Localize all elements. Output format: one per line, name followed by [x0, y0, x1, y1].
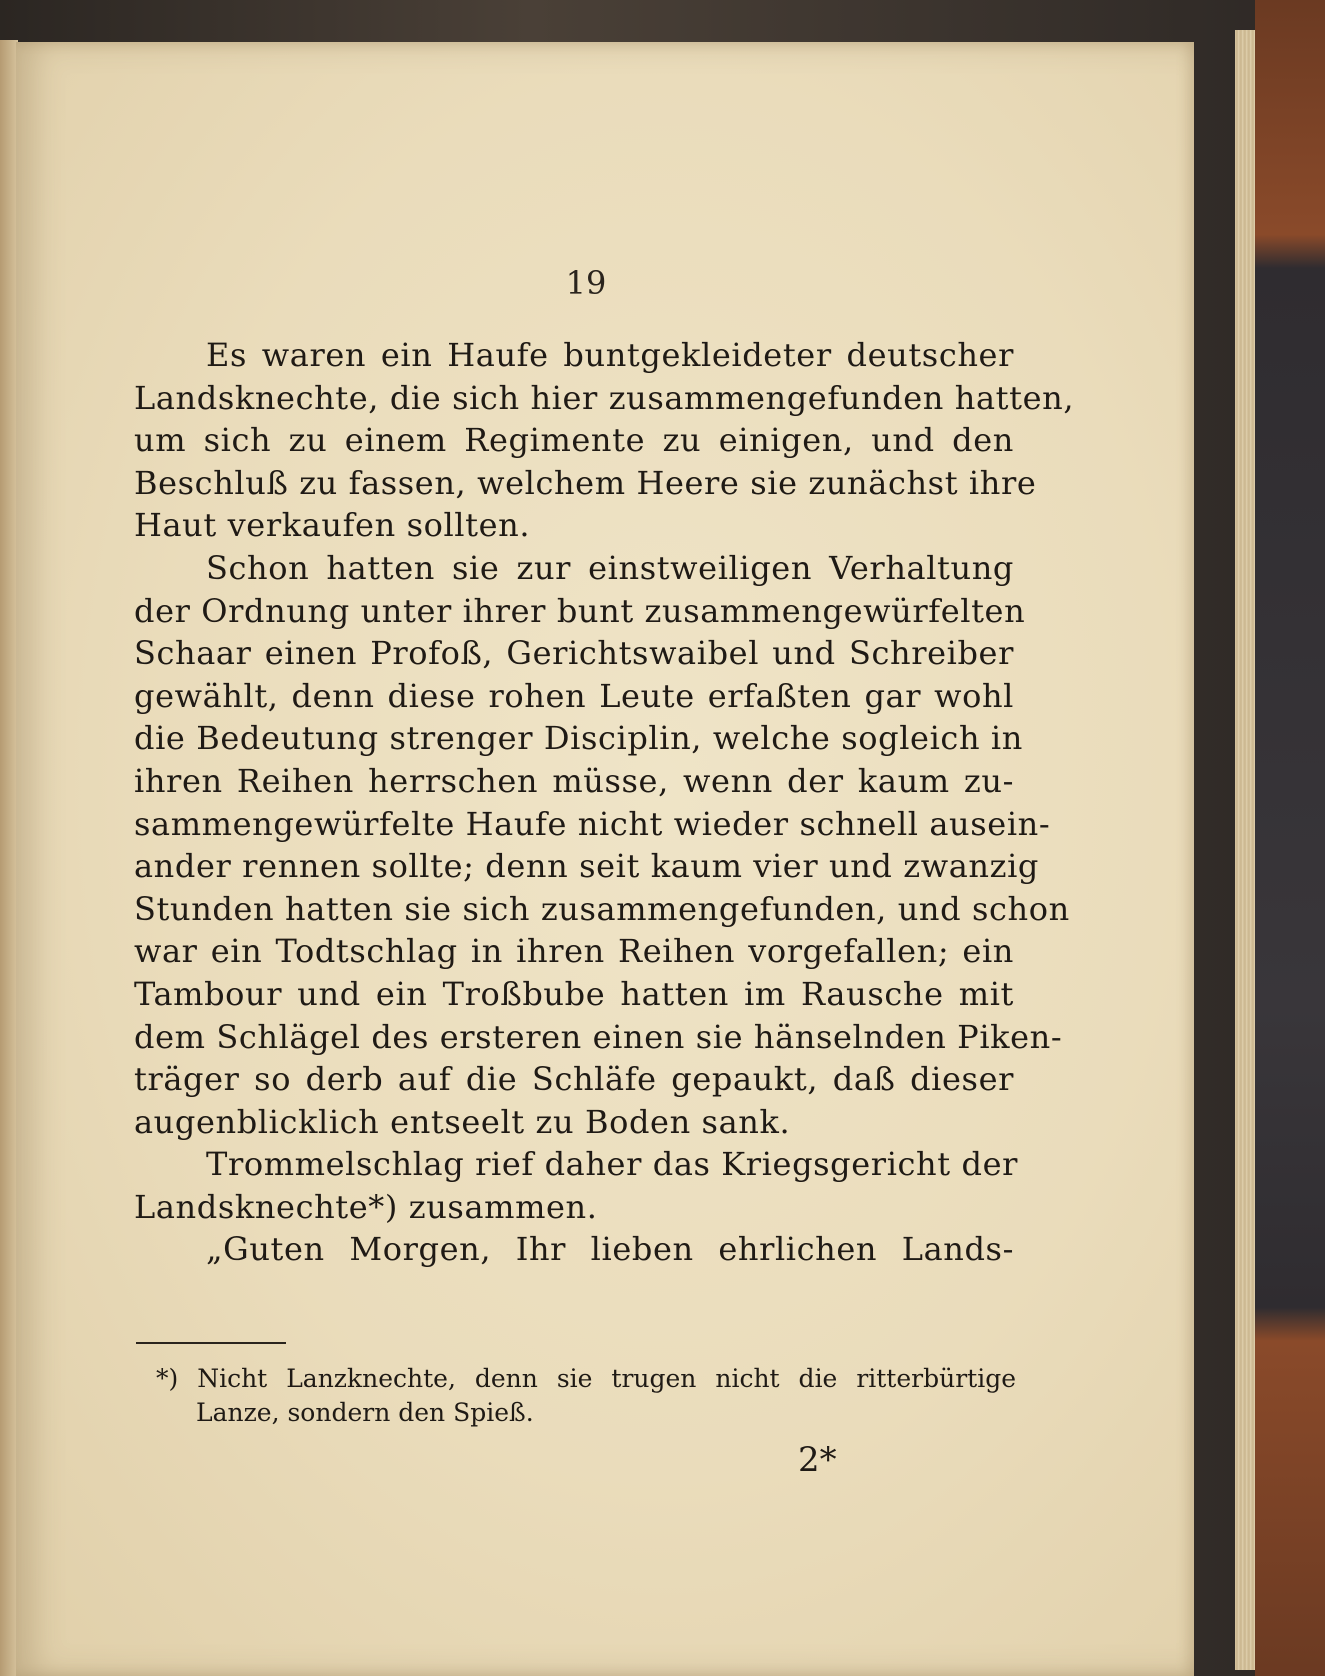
- signature-mark: 2*: [798, 1440, 837, 1480]
- book-binding: [1255, 0, 1325, 1676]
- text-line: gewählt, denn diese rohen Leute erfaßten gar wohl: [134, 676, 1014, 715]
- paragraph: [134, 334, 1075, 547]
- text-line: „Guten Morgen, Ihr lieben ehrlichen Lands-: [206, 1230, 1014, 1269]
- text-line: um sich zu einem Regimente zu einigen, und den: [134, 421, 1014, 460]
- text-line: Schon hatten sie zur einstweiligen Verhaltung: [206, 548, 1014, 587]
- text-line: Es waren ein Haufe buntgekleideter deutscher: [206, 336, 1014, 374]
- text-line: die Bedeutung strenger Disciplin, welche sogleich in: [134, 719, 1023, 758]
- text-line: Beschluß zu fassen, welchem Heere sie zunächst ihre: [134, 463, 1037, 502]
- text-line: ihren Reihen herrschen müsse, wenn der kaum zu-: [134, 761, 1014, 800]
- text-line: der Ordnung unter ihrer bunt zusammengewürfelten: [134, 591, 1026, 630]
- text-line: Tambour und ein Troßbube hatten im Rausche mit: [134, 974, 1014, 1013]
- paragraph: [134, 1143, 1019, 1228]
- text-line: Haut verkaufen sollten.: [134, 506, 531, 545]
- paragraph: [134, 1228, 1014, 1271]
- page-edges: [1235, 30, 1255, 1670]
- book-page: [16, 42, 1194, 1676]
- text-line: war ein Todtschlag in ihren Reihen vorgefallen; ein: [134, 932, 1014, 971]
- text-line: Landsknechte*) zusammen.: [134, 1187, 598, 1226]
- text-line: sammengewürfelte Haufe nicht wieder schnell ausein-: [134, 804, 1051, 843]
- text-line: Landsknechte, die sich hier zusammengefunden hatten,: [134, 378, 1075, 417]
- footnote: [156, 1362, 1016, 1430]
- footnote-rule: [136, 1342, 286, 1344]
- footnote-line: Lanze, sondern den Spieß.: [196, 1398, 534, 1427]
- footnote-line: *) Nicht Lanzknechte, denn sie trugen nicht die ritterbürtige: [156, 1364, 1016, 1393]
- page-number: 19: [565, 264, 607, 302]
- text-line: Trommelschlag rief daher das Kriegsgericht der: [206, 1145, 1019, 1184]
- body-text: [134, 334, 1075, 1271]
- text-line: augenblicklich entseelt zu Boden sank.: [134, 1102, 791, 1141]
- text-line: Schaar einen Profoß, Gerichtswaibel und Schreiber: [134, 634, 1014, 673]
- text-line: Stunden hatten sie sich zusammengefunden, und schon: [134, 889, 1070, 928]
- paragraph: [134, 547, 1070, 1143]
- text-line: dem Schlägel des ersteren einen sie hänselnden Piken-: [134, 1017, 1063, 1056]
- text-line: ander rennen sollte; denn seit kaum vier und zwanzig: [134, 847, 1039, 886]
- text-line: träger so derb auf die Schläfe gepaukt, daß dieser: [134, 1060, 1014, 1099]
